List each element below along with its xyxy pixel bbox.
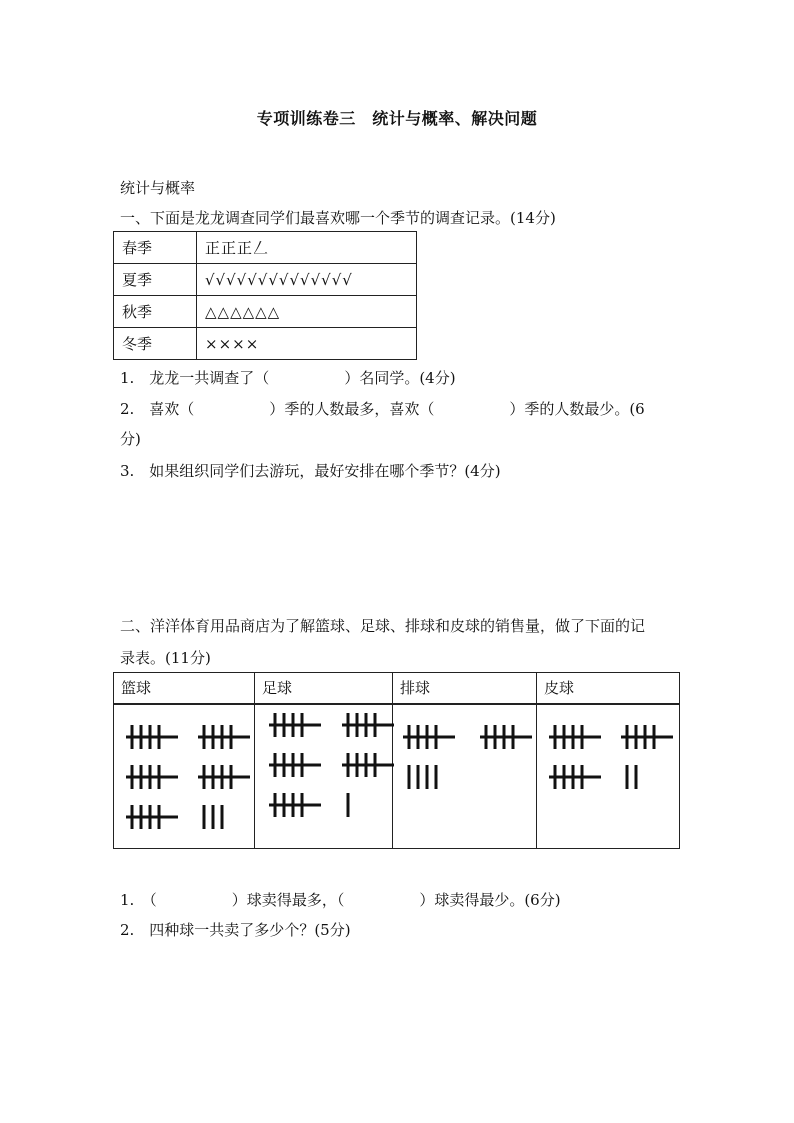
q1-heading: 一、下面是龙龙调查同学们最喜欢哪一个季节的调查记录。(14分) xyxy=(120,209,556,227)
q2-heading-line1: 二、洋洋体育用品商店为了解篮球、足球、排球和皮球的销售量，做了下面的记 xyxy=(120,617,646,635)
record-cell: 正正正𠃋 xyxy=(197,232,417,264)
tally-marks xyxy=(114,673,681,850)
section-label: 统计与概率 xyxy=(120,179,196,197)
sales-tally-table xyxy=(113,672,680,849)
record-cell: √√√√√√√√√√√√√√ xyxy=(197,264,417,296)
q1-sub2-line2: 分) xyxy=(120,430,141,448)
q1-sub2-line1: 2. 喜欢（ ）季的人数最多，喜欢（ ）季的人数最少。(6 xyxy=(120,400,645,418)
table-row xyxy=(114,328,417,360)
season-cell: 春季 xyxy=(114,232,197,264)
header-volleyball: 排球 xyxy=(393,673,536,704)
header-basketball: 篮球 xyxy=(114,673,254,704)
season-cell: 夏季 xyxy=(114,264,197,296)
season-cell: 秋季 xyxy=(114,296,197,328)
page-title: 专项训练卷三 统计与概率、解决问题 xyxy=(256,109,538,128)
table-row xyxy=(114,232,417,264)
header-rubber-ball: 皮球 xyxy=(537,673,679,704)
header-football: 足球 xyxy=(255,673,392,704)
q1-sub1: 1. 龙龙一共调查了（ ）名同学。(4分) xyxy=(120,369,456,387)
table-row xyxy=(114,264,417,296)
q2-sub2: 2. 四种球一共卖了多少个？(5分) xyxy=(120,921,351,939)
q2-heading-line2: 录表。(11分) xyxy=(120,649,211,667)
season-cell: 冬季 xyxy=(114,328,197,360)
q1-sub3: 3. 如果组织同学们去游玩，最好安排在哪个季节？(4分) xyxy=(120,462,501,480)
record-cell: △△△△△△ xyxy=(197,296,417,328)
season-survey-table xyxy=(113,231,417,360)
q2-sub1: 1. （ ）球卖得最多，（ ）球卖得最少。(6分) xyxy=(120,891,561,909)
table-row xyxy=(114,296,417,328)
record-cell: ×××× xyxy=(197,328,417,360)
